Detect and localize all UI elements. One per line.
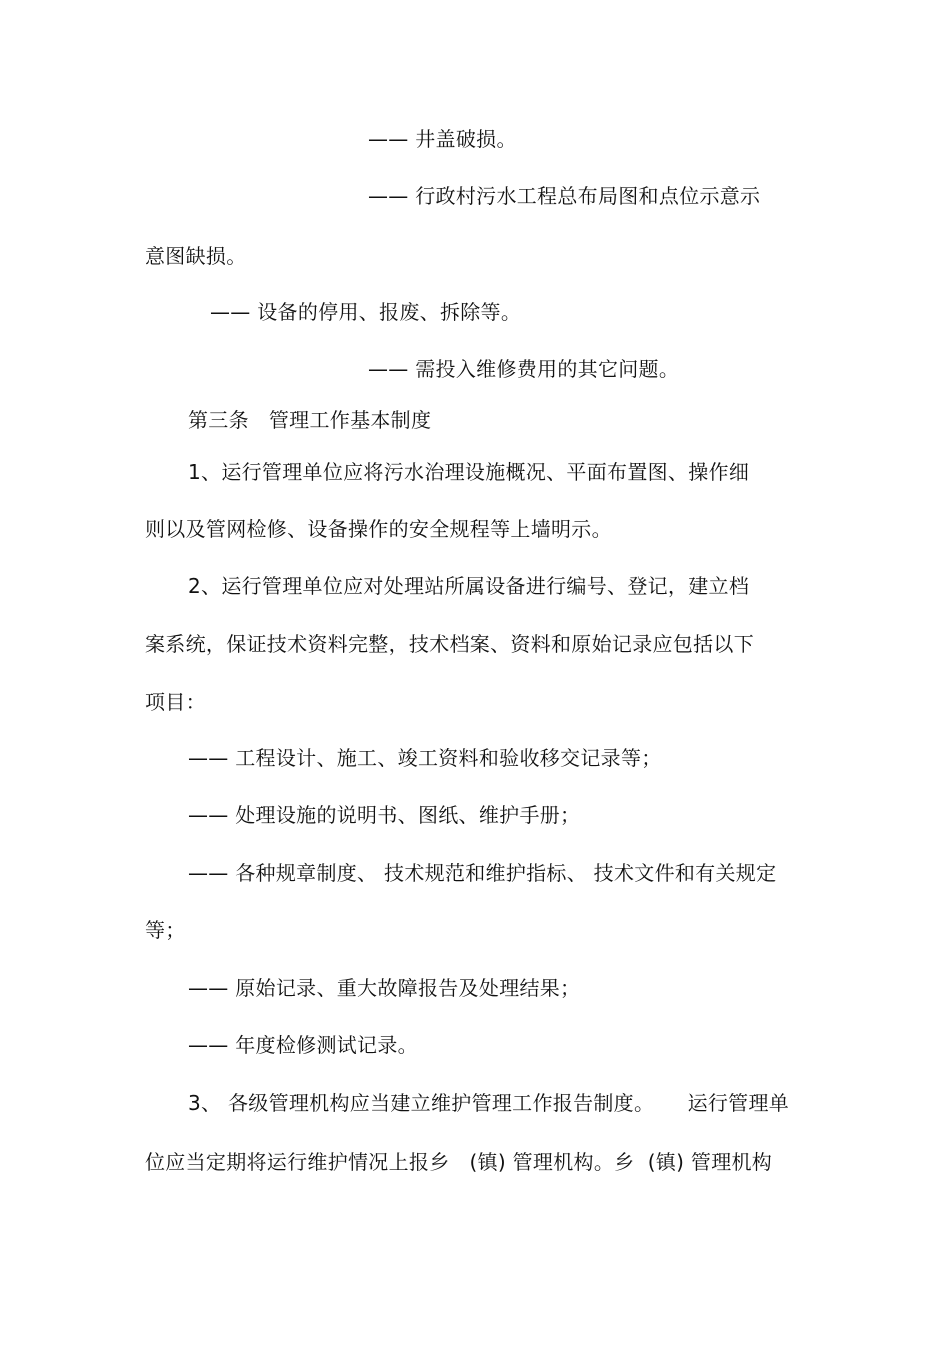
- paragraph-3-line2: 位应当定期将运行维护情况上报乡 (镇) 管理机构。乡 (镇) 管理机构: [145, 1150, 773, 1174]
- list-item-regulations-line2: 等；: [145, 918, 186, 942]
- paragraph-1-line1: 1、运行管理单位应将污水治理设施概况、平面布置图、操作细: [188, 460, 750, 484]
- list-item-regulations-line1: —— 各种规章制度、 技术规范和维护指标、 技术文件和有关规定: [188, 861, 777, 885]
- paragraph-2-line3: 项目：: [145, 690, 206, 714]
- paragraph-1-line2: 则以及管网检修、设备操作的安全规程等上墙明示。: [145, 517, 612, 541]
- list-item-annual-test: —— 年度检修测试记录。: [188, 1033, 418, 1057]
- article-3-heading: 第三条 管理工作基本制度: [188, 408, 432, 432]
- list-item-engineering-records: —— 工程设计、施工、竣工资料和验收移交记录等；: [188, 746, 662, 770]
- item-equipment-stop: —— 设备的停用、报废、拆除等。: [210, 300, 522, 324]
- item-maintenance-cost: —— 需投入维修费用的其它问题。: [368, 357, 680, 381]
- paragraph-3-line1: 3、 各级管理机构应当建立维护管理工作报告制度。 运行管理单: [188, 1091, 790, 1115]
- list-item-manuals: —— 处理设施的说明书、图纸、维护手册；: [188, 803, 581, 827]
- paragraph-2-line1: 2、运行管理单位应对处理站所属设备进行编号、登记，建立档: [188, 574, 750, 598]
- item-layout-map-line1: —— 行政村污水工程总布局图和点位示意示: [368, 184, 761, 208]
- item-manhole-cover: —— 井盖破损。: [368, 127, 517, 151]
- paragraph-2-line2: 案系统，保证技术资料完整，技术档案、资料和原始记录应包括以下: [145, 632, 754, 656]
- list-item-fault-reports: —— 原始记录、重大故障报告及处理结果；: [188, 976, 581, 1000]
- item-layout-map-line2: 意图缺损。: [145, 244, 247, 268]
